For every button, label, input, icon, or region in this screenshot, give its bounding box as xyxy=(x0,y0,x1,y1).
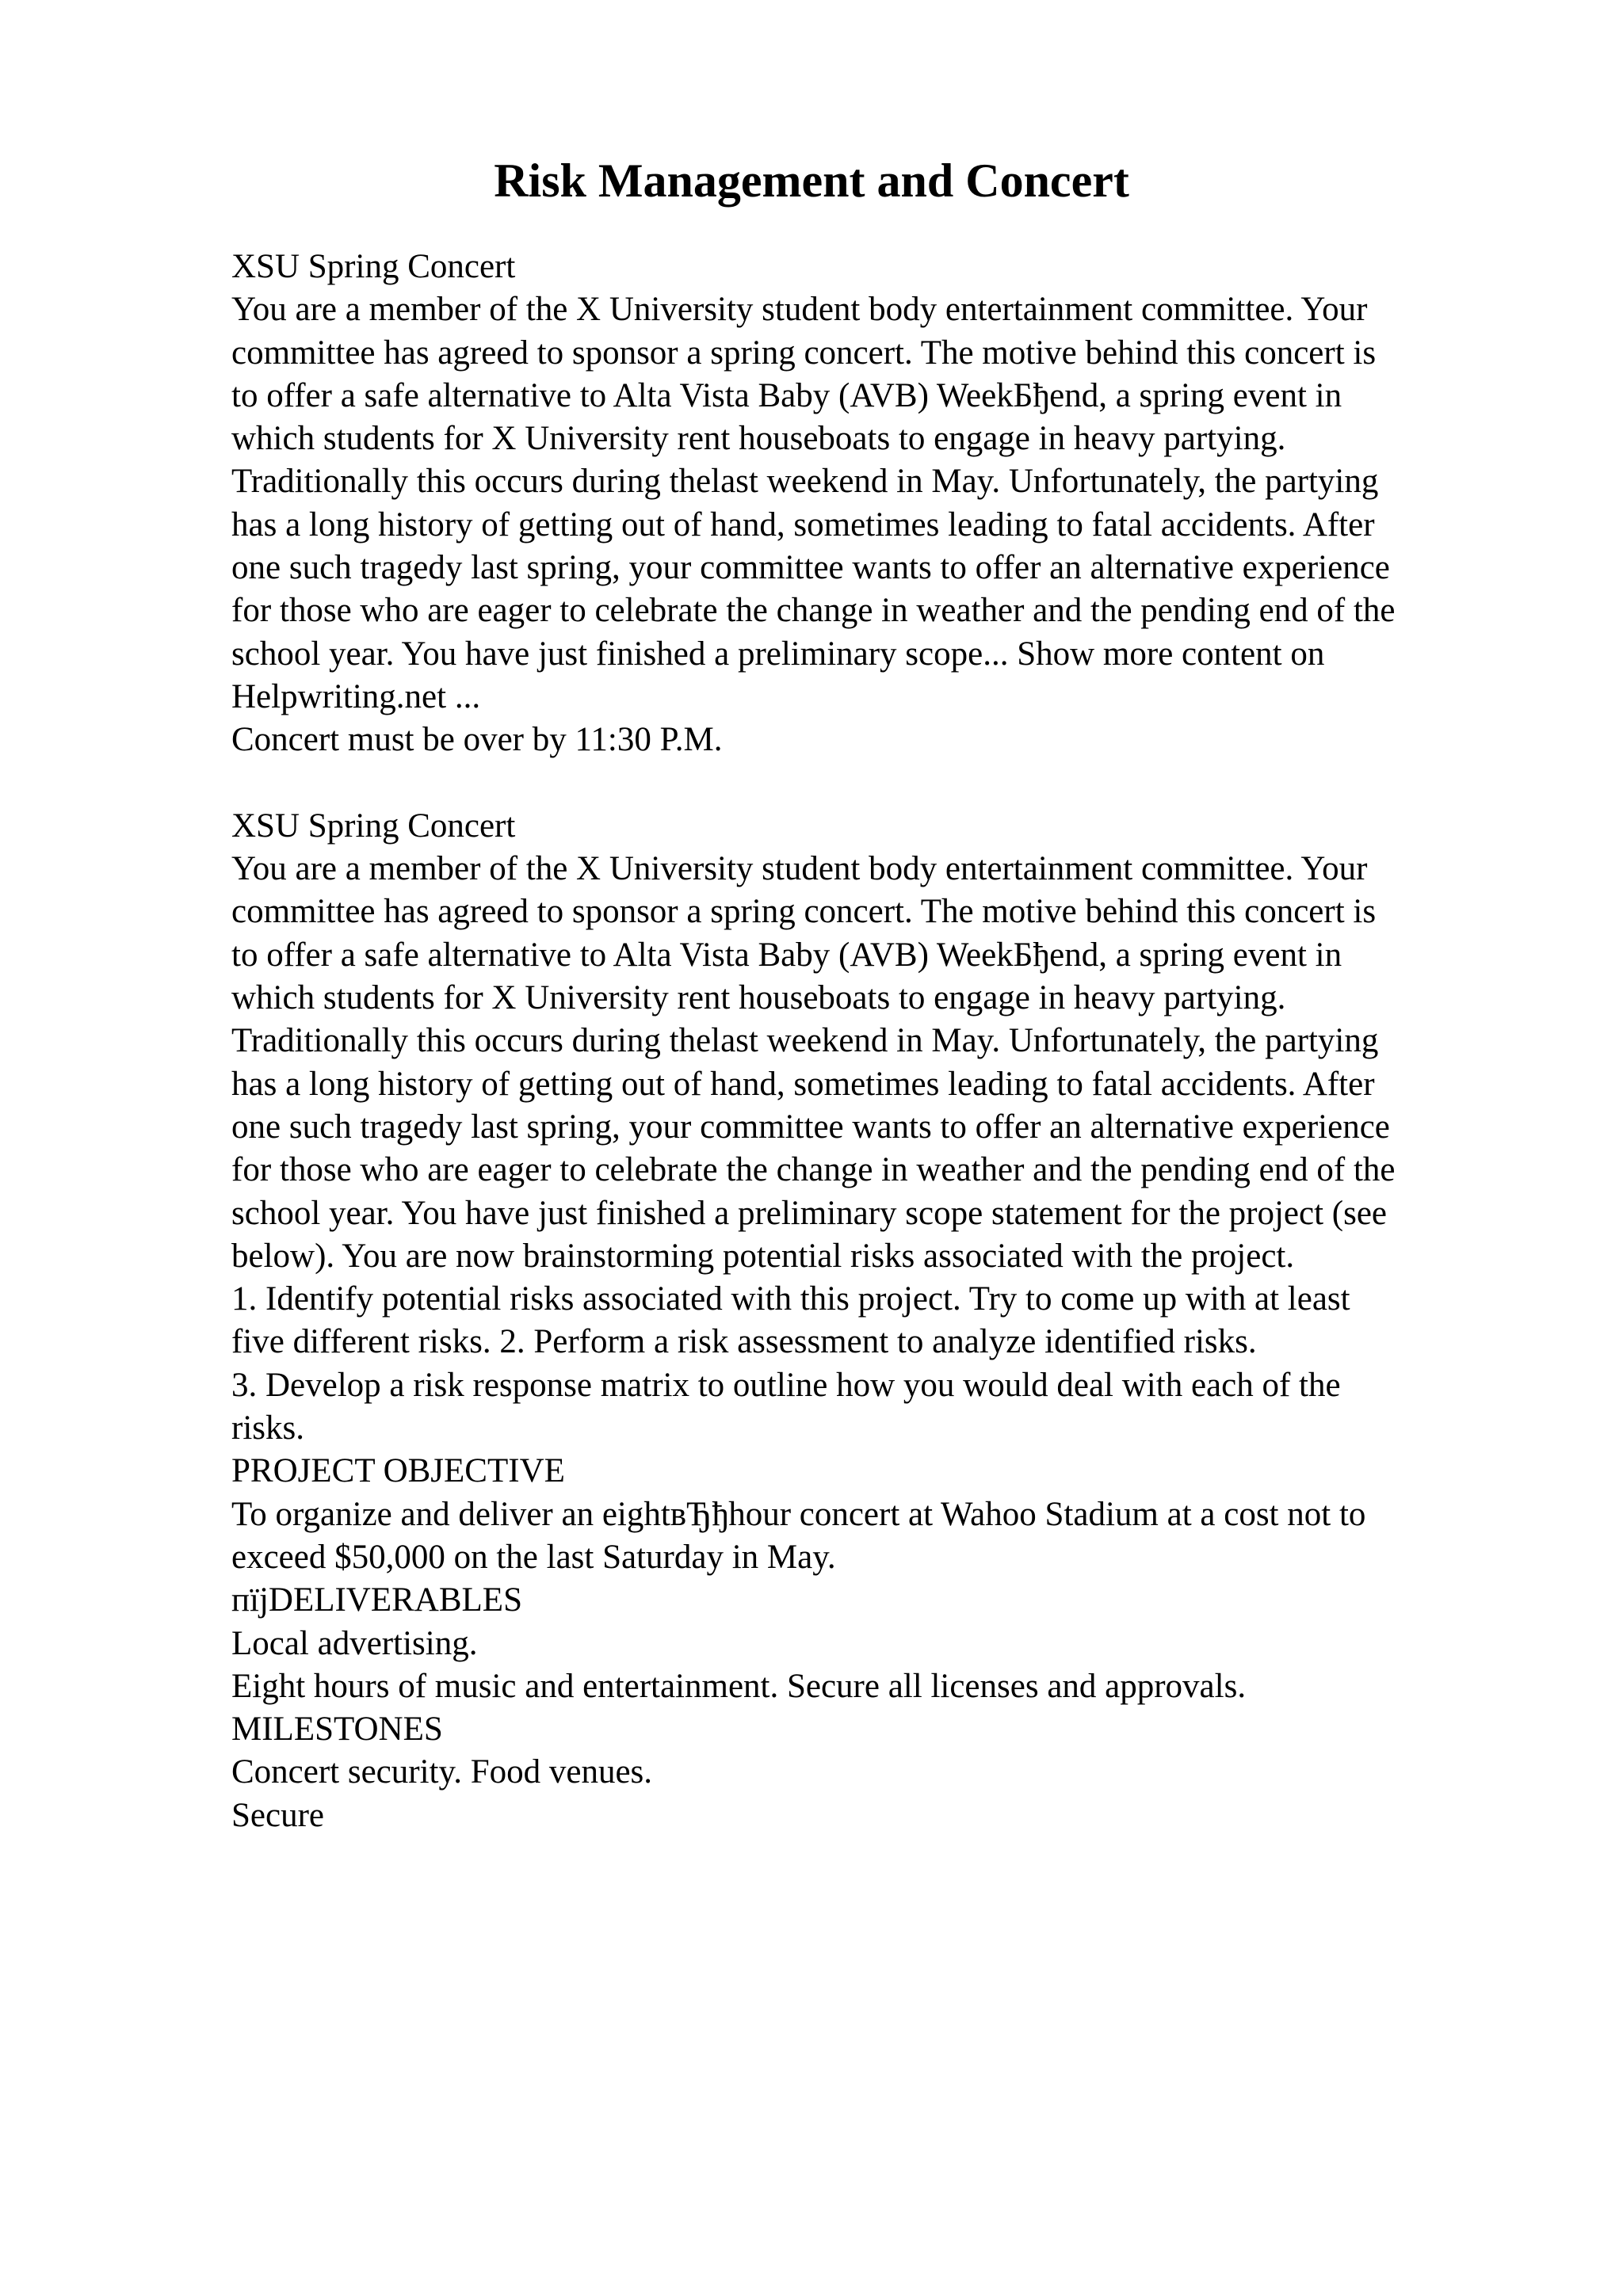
paragraph-line: below). You are now brainstorming potential risks associated with the project. xyxy=(231,1237,1295,1275)
paragraph-line: To organize and deliver an eightвЂђhour concert at Wahoo Stadium at a cost not to xyxy=(231,1495,1366,1533)
paragraph-line: school year. You have just finished a preliminary scope... Show more content on xyxy=(231,635,1325,673)
paragraph-line: Secure xyxy=(231,1796,324,1834)
paragraph-line: to offer a safe alternative to Alta Vista Baby (AVB) WeekБђend, a spring event in xyxy=(231,376,1342,414)
section-heading: XSU Spring Concert xyxy=(231,248,516,285)
list-item: 1. Identify potential risks associated with this project. Try to come up with at least xyxy=(231,1280,1350,1318)
list-item: risks. xyxy=(231,1409,304,1447)
paragraph-line: which students for X University rent houseboats to engage in heavy partying. xyxy=(231,979,1286,1017)
paragraph-line: school year. You have just finished a preliminary scope statement for the project (see xyxy=(231,1194,1388,1232)
paragraph-line: committee has agreed to sponsor a spring concert. The motive behind this concert is xyxy=(231,334,1377,372)
paragraph-line: Concert security. Food venues. xyxy=(231,1753,653,1791)
document-title: Risk Management and Concert xyxy=(494,154,1129,207)
paragraph-line: to offer a safe alternative to Alta Vista Baby (AVB) WeekБђend, a spring event in xyxy=(231,936,1342,974)
subheading-project-objective: PROJECT OBJECTIVE xyxy=(231,1452,565,1490)
paragraph-line: You are a member of the X University student body entertainment committee. Your xyxy=(231,291,1368,329)
paragraph-line: Helpwriting.net ... xyxy=(231,677,481,715)
paragraph-line: which students for X University rent houseboats to engage in heavy partying. xyxy=(231,420,1286,458)
paragraph-line: Eight hours of music and entertainment. Secure all licenses and approvals. xyxy=(231,1667,1247,1705)
paragraph-line: has a long history of getting out of hand, sometimes leading to fatal accidents. After xyxy=(231,1065,1375,1103)
paragraph-spacer xyxy=(231,762,1531,805)
paragraph-line: one such tragedy last spring, your committee wants to offer an alternative experience xyxy=(231,549,1390,587)
paragraph-line: Local advertising. xyxy=(231,1624,478,1662)
paragraph-line: for those who are eager to celebrate the change in weather and the pending end of the xyxy=(231,1151,1396,1189)
paragraph-line: Traditionally this occurs during thelast weekend in May. Unfortunately, the partying xyxy=(231,463,1379,501)
document-body xyxy=(231,246,1531,1837)
subheading-deliverables: пїјDELIVERABLES xyxy=(231,1581,522,1619)
subheading-milestones: MILESTONES xyxy=(231,1711,443,1749)
list-item: 3. Develop a risk response matrix to outline how you would deal with each of the xyxy=(231,1366,1341,1404)
paragraph-line: You are a member of the X University student body entertainment committee. Your xyxy=(231,850,1368,888)
paragraph-line: Traditionally this occurs during thelast weekend in May. Unfortunately, the partying xyxy=(231,1022,1379,1060)
paragraph-line: Concert must be over by 11:30 P.M. xyxy=(231,721,723,759)
paragraph-line: exceed $50,000 on the last Saturday in May. xyxy=(231,1538,836,1576)
paragraph-line: has a long history of getting out of hand, sometimes leading to fatal accidents. After xyxy=(231,505,1375,543)
section-heading: XSU Spring Concert xyxy=(231,807,516,845)
section-1 xyxy=(231,246,1531,762)
paragraph-line: one such tragedy last spring, your committee wants to offer an alternative experience xyxy=(231,1108,1390,1146)
paragraph-line: committee has agreed to sponsor a spring concert. The motive behind this concert is xyxy=(231,893,1377,931)
section-2 xyxy=(231,805,1531,1837)
list-item: five different risks. 2. Perform a risk assessment to analyze identified risks. xyxy=(231,1323,1257,1361)
paragraph-line: for those who are eager to celebrate the change in weather and the pending end of the xyxy=(231,592,1396,630)
